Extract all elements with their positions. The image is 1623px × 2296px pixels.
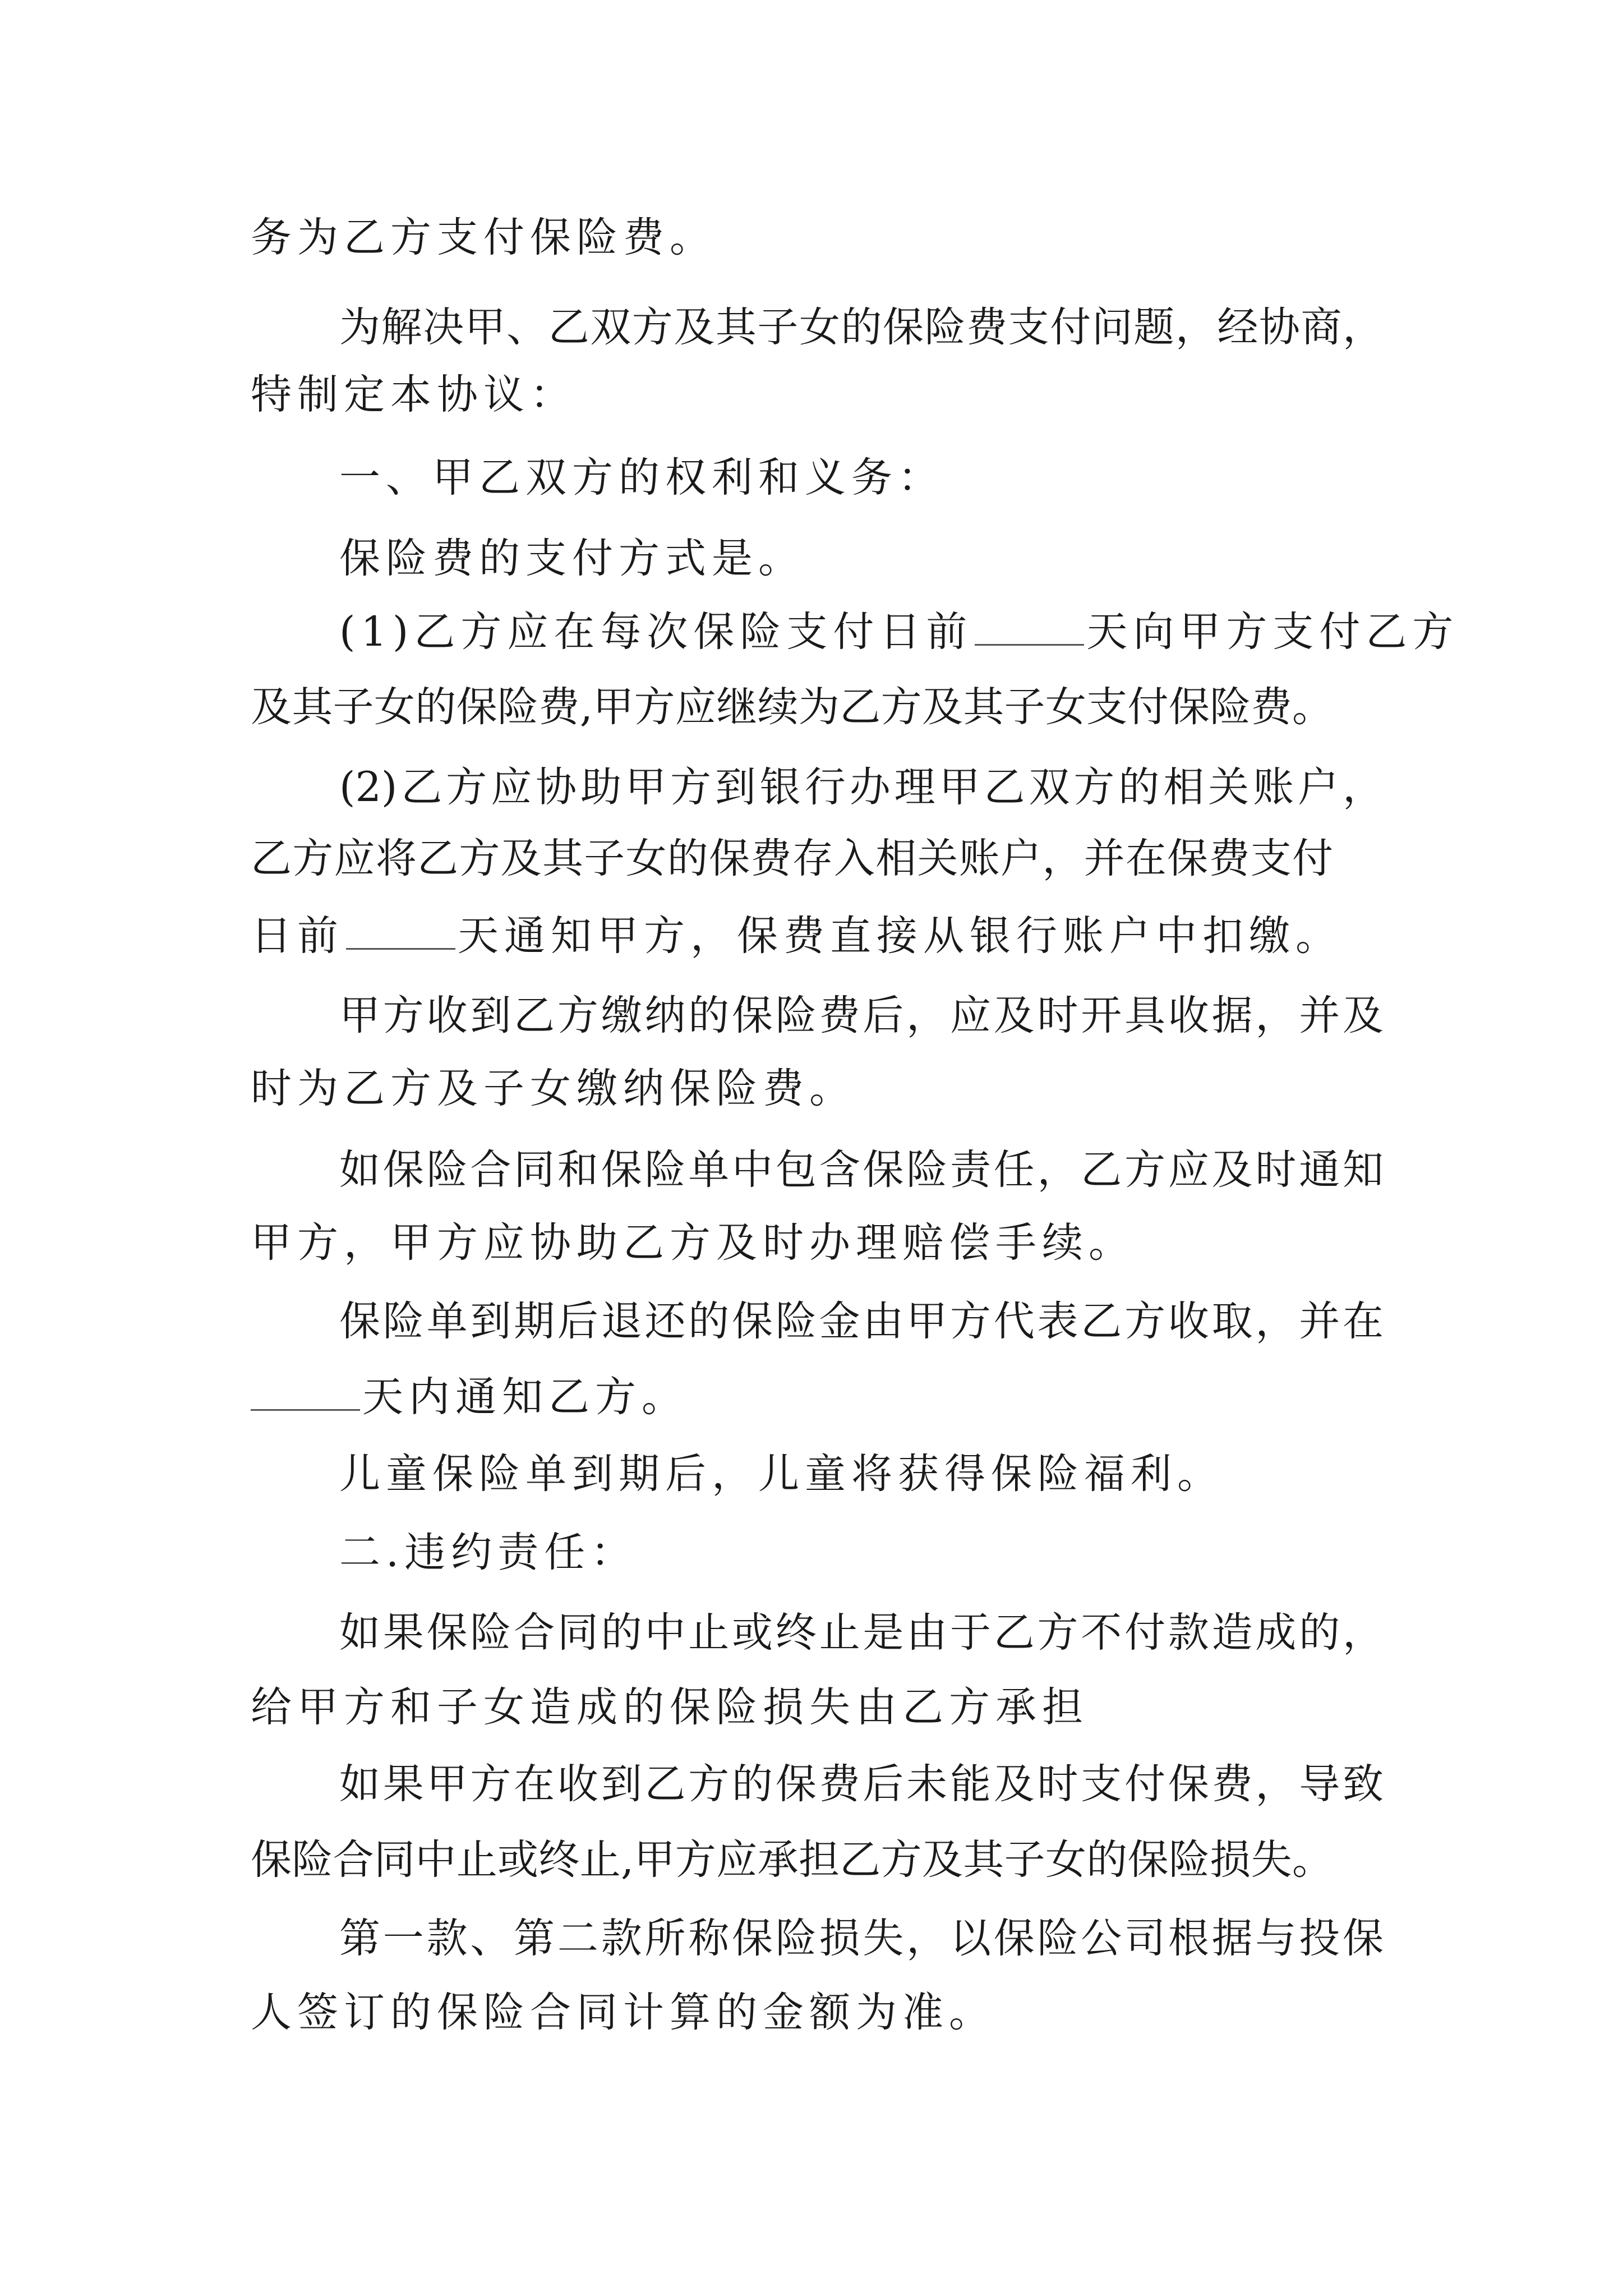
text-line-16: [251, 1364, 1384, 1427]
text-segment: 天内通知乙方。: [362, 1373, 688, 1421]
text-line-21: 如果甲方在收到乙方的保费后未能及时支付保费，导致: [339, 1760, 1384, 1808]
text-line-7: 及其子女的保险费,甲方应继续为乙方及其子女支付保险费。: [251, 683, 1333, 731]
text-line-24: 人签订的保险合同计算的金额为准。: [251, 1989, 995, 2036]
text-line-6: [339, 599, 1472, 662]
text-line-12: 时为乙方及子女缴纳保险费。: [251, 1065, 856, 1112]
section-heading-2: 二.违约责任：: [339, 1529, 638, 1576]
fill-in-blank: [975, 599, 1084, 646]
text-line-23: 第一款、第二款所称保险损失，以保险公司根据与投保: [339, 1915, 1384, 1962]
text-line-14: 甲方，甲方应协助乙方及时办理赔偿手续。: [251, 1219, 1135, 1267]
text-line-13: 如保险合同和保险单中包含保险责任，乙方应及时通知: [339, 1146, 1384, 1194]
text-segment: 天向甲方支付乙方: [1086, 608, 1459, 656]
text-line-3: 特制定本协议：: [251, 371, 577, 418]
section-heading-1: 一、甲乙双方的权利和义务：: [339, 454, 944, 501]
text-line-5: 保险费的支付方式是。: [339, 535, 805, 582]
text-line-15: 保险单到期后退还的保险金由甲方代表乙方收取，并在: [339, 1297, 1384, 1345]
fill-in-blank: [346, 903, 455, 950]
text-segment: (1)乙方应在每次保险支付日前: [339, 608, 973, 656]
text-line-10: [251, 903, 1384, 966]
text-segment: 天通知甲方，保费直接从银行账户中扣缴。: [458, 912, 1342, 960]
fill-in-blank: [251, 1364, 360, 1411]
text-line-9: 乙方应将乙方及其子女的保费存入相关账户，并在保费支付: [251, 835, 1333, 882]
text-line-20: 给甲方和子女造成的保险损失由乙方承担: [251, 1683, 1089, 1731]
text-line-19: 如果保险合同的中止或终止是由于乙方不付款造成的，: [339, 1609, 1384, 1657]
text-segment: 日前: [251, 912, 344, 960]
text-line-22: 保险合同中止或终止,甲方应承担乙方及其子女的保险损失。: [251, 1836, 1333, 1884]
text-line-1: 务为乙方支付保险费。: [251, 214, 716, 261]
text-line-8: (2)乙方应协助甲方到银行办理甲乙双方的相关账户，: [339, 763, 1384, 811]
text-line-17: 儿童保险单到期后，儿童将获得保险福利。: [339, 1450, 1224, 1498]
text-line-2: 为解决甲、乙双方及其子女的保险费支付问题，经协商，: [339, 303, 1384, 351]
text-line-11: 甲方收到乙方缴纳的保险费后，应及时开具收据，并及: [339, 992, 1384, 1039]
